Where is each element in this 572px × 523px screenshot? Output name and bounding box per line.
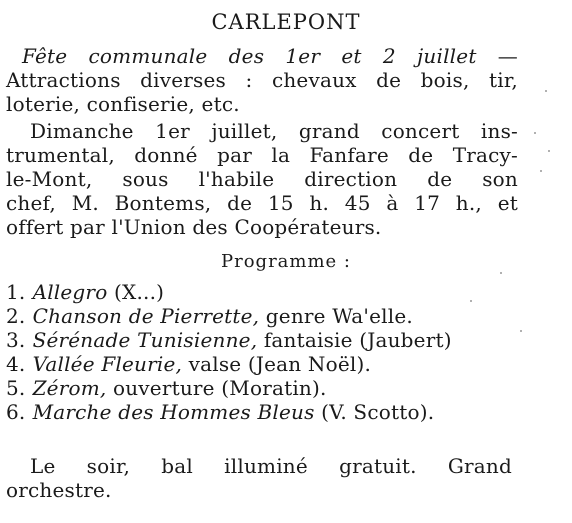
item-title: Chanson de Pierrette,: [32, 304, 260, 328]
item-detail: (V. Scotto).: [321, 400, 435, 424]
programme-item: [6, 280, 164, 304]
print-speck: [520, 330, 522, 332]
item-detail: genre Wa'elle.: [265, 304, 413, 328]
concert-line-4: chef, M. Bontems, de 15 h. 45 à 17 h., et: [6, 191, 518, 215]
item-title: Sérénade Tunisienne,: [32, 328, 258, 352]
item-title: Marche des Hommes Bleus: [32, 400, 315, 424]
print-speck: [500, 272, 502, 274]
programme-item: [6, 304, 413, 328]
programme-item: [6, 328, 452, 352]
fete-line-3: loterie, confiserie, etc.: [6, 92, 240, 116]
item-number: 4.: [6, 352, 26, 376]
item-title: Zérom,: [32, 376, 107, 400]
print-speck: [534, 132, 536, 134]
concert-line-1: Dimanche 1er juillet, grand concert ins-: [30, 119, 518, 143]
fete-line-2: Attractions diverses : chevaux de bois, tir,: [6, 68, 518, 92]
print-speck: [545, 90, 547, 92]
item-number: 3.: [6, 328, 26, 352]
programme-item: [6, 376, 327, 400]
fete-italic-heading: Fête communale des 1er et 2 juillet: [22, 44, 477, 68]
concert-line-5: offert par l'Union des Coopérateurs.: [6, 215, 382, 239]
item-number: 6.: [6, 400, 26, 424]
concert-line-3: le-Mont, sous l'habile direction de son: [6, 167, 518, 191]
evening-line-2: orchestre.: [6, 478, 112, 502]
article-title: CARLEPONT: [211, 10, 361, 34]
fete-line-1: [22, 44, 518, 68]
item-detail: valse (Jean Noël).: [188, 352, 372, 376]
concert-line-2: trumental, donné par la Fanfare de Tracy-: [6, 143, 518, 167]
programme-item: [6, 400, 434, 424]
print-speck: [548, 150, 550, 152]
print-speck: [540, 170, 542, 172]
programme-item: [6, 352, 371, 376]
item-number: 5.: [6, 376, 26, 400]
item-detail: fantaisie (Jaubert): [263, 328, 452, 352]
evening-line-1: Le soir, bal illuminé gratuit. Grand: [30, 454, 512, 478]
print-speck: [470, 300, 472, 302]
item-number: 1.: [6, 280, 26, 304]
item-detail: (X...): [114, 280, 165, 304]
fete-dash: —: [497, 44, 518, 68]
item-detail: ouverture (Moratin).: [112, 376, 327, 400]
programme-heading: Programme :: [221, 251, 351, 272]
item-number: 2.: [6, 304, 26, 328]
item-title: Vallée Fleurie,: [32, 352, 183, 376]
item-title: Allegro: [32, 280, 108, 304]
